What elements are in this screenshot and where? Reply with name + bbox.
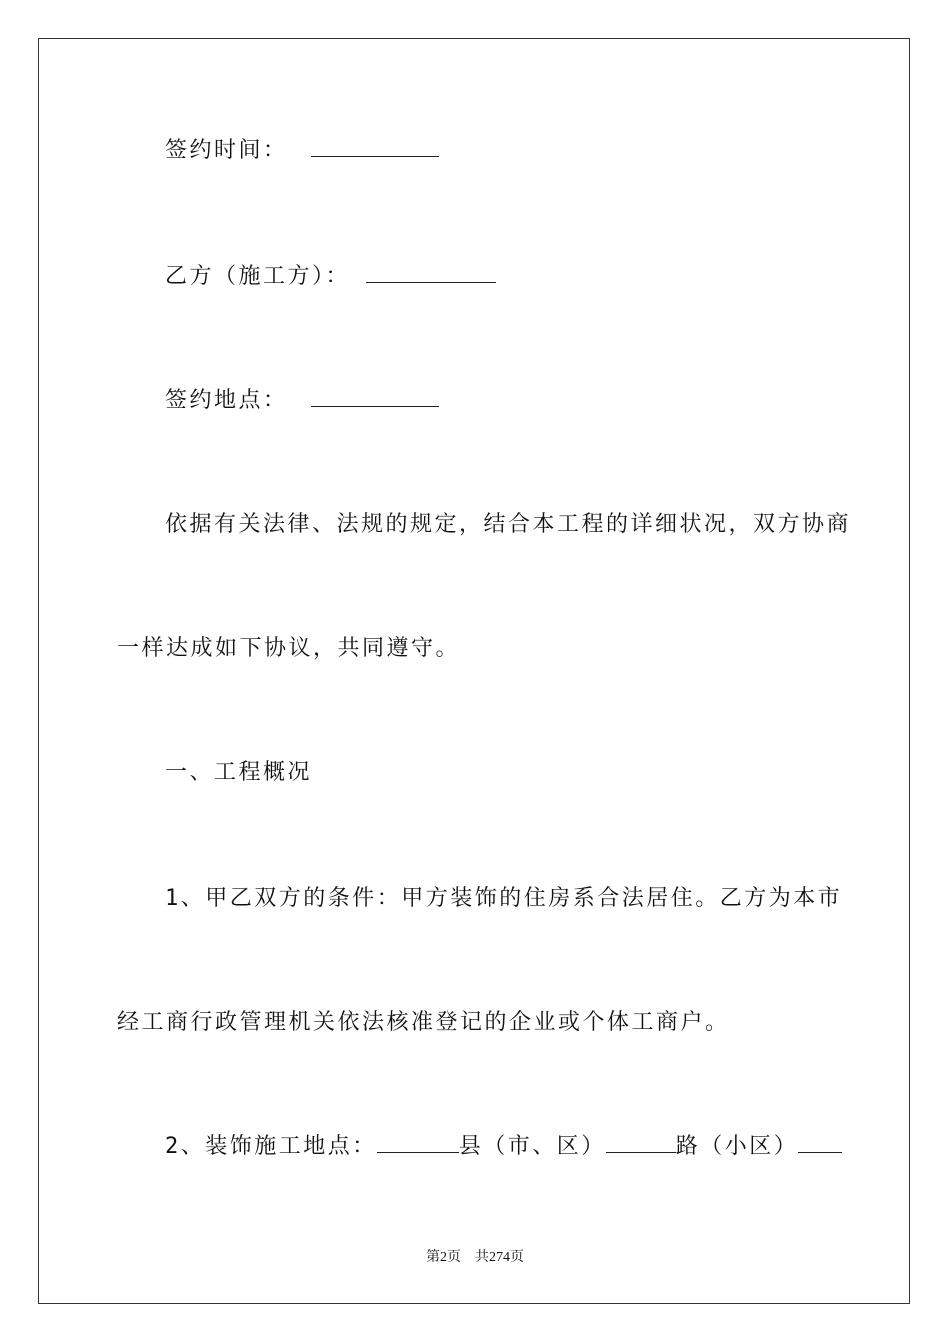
section-1-heading: 一、工程概况 [165, 760, 313, 785]
party-b-label: 乙方（施工方）： [165, 264, 351, 289]
trailing-blank[interactable] [798, 1132, 842, 1153]
total-prefix: 共 [475, 1250, 489, 1265]
sign-time-label: 签约时间： [165, 138, 288, 163]
total-suffix: 页 [510, 1250, 524, 1265]
party-b-row [165, 262, 496, 292]
page-number: 2 [440, 1250, 447, 1265]
road-blank[interactable] [606, 1132, 676, 1153]
item-2-county: 县（市、区） [458, 1134, 606, 1159]
item-2-row [165, 1132, 842, 1162]
intro-line-2: 一样达成如下协议，共同遵守。 [117, 636, 461, 661]
item-2-prefix: 2、装饰施工地点： [165, 1134, 377, 1159]
item-1-line-2: 经工商行政管理机关依法核准登记的企业或个体工商户。 [117, 1010, 730, 1035]
county-blank[interactable] [377, 1132, 459, 1153]
item-2-road: 路（小区） [675, 1134, 799, 1159]
page-suffix: 页 [447, 1250, 461, 1265]
page-prefix: 第 [426, 1250, 440, 1265]
page-footer [0, 1246, 950, 1266]
sign-time-blank[interactable] [311, 136, 439, 157]
sign-place-blank[interactable] [311, 386, 439, 407]
page-frame [38, 38, 910, 1304]
item-1-line-1: 1、甲乙双方的条件：甲方装饰的住房系合法居住。乙方为本市 [165, 886, 843, 911]
sign-time-row [165, 136, 439, 166]
party-b-blank[interactable] [366, 262, 496, 283]
sign-place-row [165, 386, 439, 416]
sign-place-label: 签约地点： [165, 388, 288, 413]
total-pages: 274 [489, 1250, 510, 1265]
intro-line-1: 依据有关法律、法规的规定，结合本工程的详细状况，双方协商 [165, 512, 852, 537]
